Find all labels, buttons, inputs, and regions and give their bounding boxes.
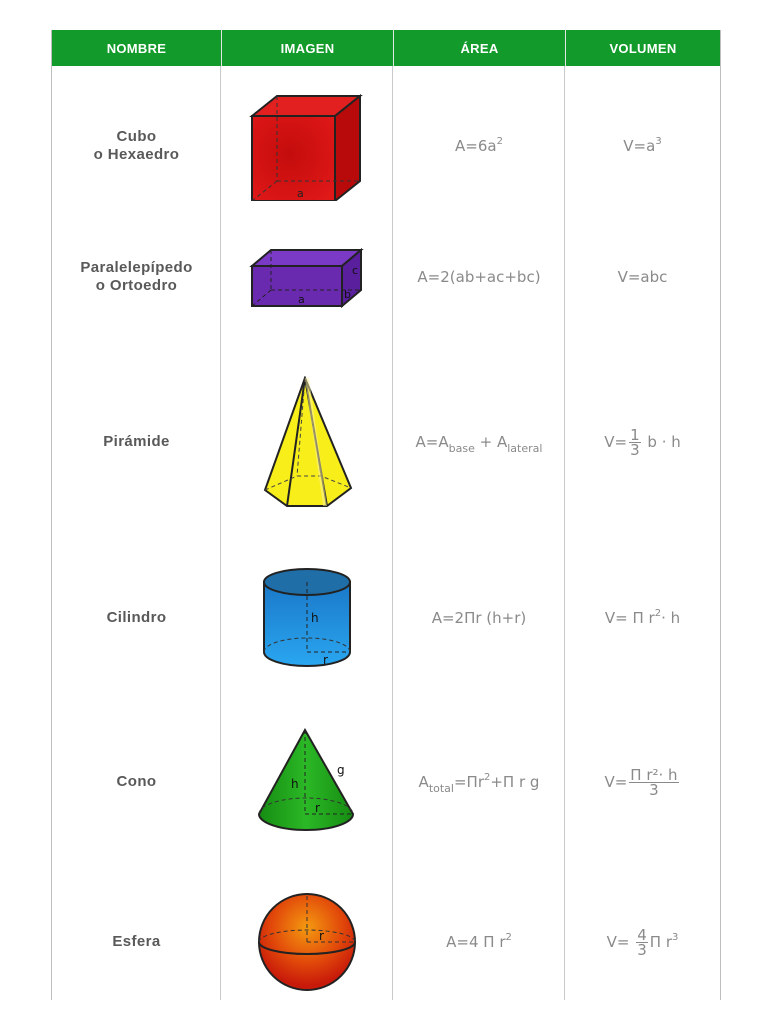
volume-formula: V= $\frac{4}{3}$ Π $r^3$ bbox=[606, 925, 679, 959]
label-r: r bbox=[323, 653, 328, 667]
label-g: g bbox=[337, 763, 345, 777]
shape-name: Pirámide bbox=[103, 433, 170, 450]
volume-formula: V=abc bbox=[617, 268, 668, 286]
shape-name: Cubo o Hexaedro bbox=[93, 128, 180, 163]
area-formula: A=2Πr (h+r) bbox=[431, 609, 527, 627]
edge-label-b: b bbox=[344, 288, 351, 301]
area-formula: $A=6a^2$ bbox=[455, 136, 503, 155]
sphere-icon bbox=[255, 892, 359, 992]
header-imagen: IMAGEN bbox=[221, 30, 393, 66]
column-divider bbox=[220, 66, 221, 1000]
formula-table bbox=[51, 30, 721, 1000]
edge-label-c: c bbox=[352, 264, 359, 277]
volume-formula: V= $\frac{\text{Π r²· h}}{3}$ bbox=[604, 765, 678, 799]
column-divider bbox=[392, 66, 393, 1000]
prism-icon bbox=[249, 246, 365, 308]
shape-name: Esfera bbox=[112, 933, 161, 950]
area-formula: $A=A_{base} + A_{lateral}$ bbox=[415, 433, 543, 455]
volume-formula: V= $\frac{1}{3}$ b · h bbox=[604, 425, 681, 459]
area-formula: A=2(ab+ac+bc) bbox=[417, 268, 541, 286]
column-divider bbox=[564, 66, 565, 1000]
cube-icon bbox=[247, 91, 367, 201]
table-row-esfera bbox=[52, 892, 720, 992]
cone-icon bbox=[255, 728, 359, 836]
area-formula: $A_{total}=\Pi r^2+\Pi$ r g bbox=[418, 772, 540, 795]
header-area: ÁREA bbox=[393, 30, 565, 66]
table-row-cubo bbox=[52, 86, 720, 206]
table-row-paralelepipedo bbox=[52, 246, 720, 308]
pyramid-icon bbox=[259, 376, 355, 508]
label-h: h bbox=[311, 611, 319, 625]
shape-name: Cono bbox=[116, 773, 157, 790]
area-formula: A=4 Π $r^2$ bbox=[446, 932, 512, 951]
volume-formula: V= Π $r^2\cdot h$ bbox=[604, 608, 681, 627]
label-h: h bbox=[291, 777, 299, 791]
cylinder-icon bbox=[261, 566, 353, 670]
table-row-cilindro bbox=[52, 568, 720, 668]
label-r: r bbox=[315, 801, 320, 815]
header-volumen: VOLUMEN bbox=[565, 30, 720, 66]
edge-label-a: a bbox=[297, 187, 304, 200]
volume-formula: $V=a^3$ bbox=[623, 136, 662, 155]
table-header bbox=[52, 30, 720, 66]
header-nombre: NOMBRE bbox=[106, 40, 167, 56]
label-r: r bbox=[319, 929, 324, 943]
edge-label-a: a bbox=[298, 293, 305, 306]
table-row-cono bbox=[52, 728, 720, 836]
table-row-piramide bbox=[52, 376, 720, 508]
shape-name: Cilindro bbox=[106, 609, 167, 626]
shape-name: Paralelepípedo o Ortoedro bbox=[80, 259, 193, 294]
